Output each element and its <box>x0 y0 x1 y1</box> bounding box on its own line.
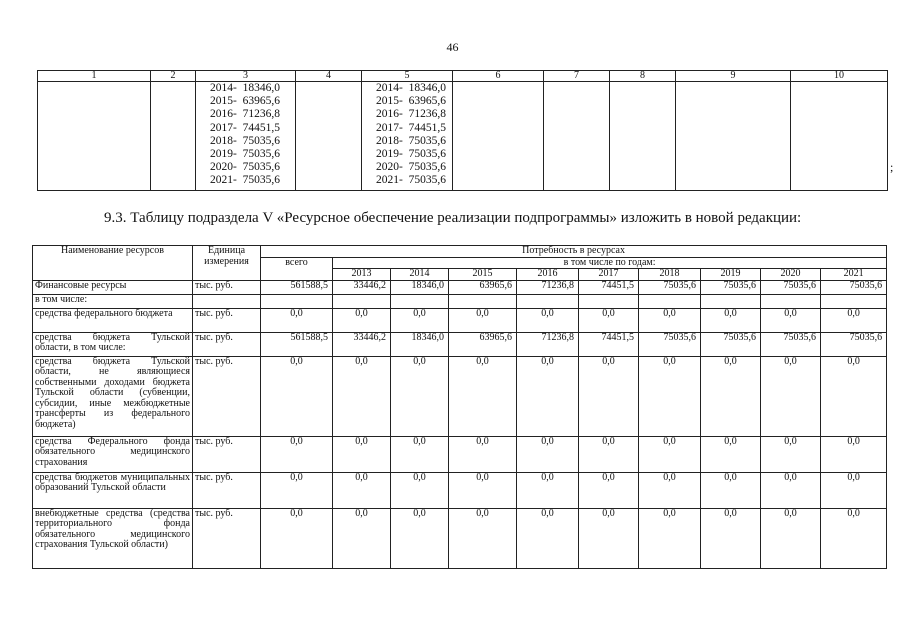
total-cell <box>261 294 333 308</box>
year-value-cell: 74451,5 <box>579 280 639 294</box>
year-amount-line: 2018- 75035,6 <box>376 134 446 147</box>
year-value-cell: 0,0 <box>701 308 761 332</box>
t1-header-6: 6 <box>453 71 544 82</box>
t1-cell-3 <box>196 82 296 191</box>
table-row <box>33 472 887 508</box>
t1-cell-1 <box>38 82 151 191</box>
year-value-cell: 0,0 <box>517 308 579 332</box>
year-amount-line: 2021- 75035,6 <box>376 174 446 187</box>
year-value-cell: 0,0 <box>761 508 821 568</box>
year-value-cell: 0,0 <box>639 356 701 436</box>
t1-header-7: 7 <box>544 71 610 82</box>
year-value-cell: 0,0 <box>449 472 517 508</box>
t1-header-9: 9 <box>676 71 791 82</box>
year-amount-line: 2020- 75035,6 <box>210 161 280 174</box>
head-year: 2019 <box>701 269 761 281</box>
year-value-cell: 75035,6 <box>761 332 821 356</box>
table-row <box>33 308 887 332</box>
year-value-cell: 0,0 <box>391 508 449 568</box>
year-value-cell: 71236,8 <box>517 280 579 294</box>
year-value-cell <box>761 294 821 308</box>
continuation-table <box>37 70 888 191</box>
year-value-cell <box>517 294 579 308</box>
page-number: 46 <box>446 40 459 54</box>
year-value-cell: 0,0 <box>391 436 449 472</box>
t1-header-10: 10 <box>791 71 888 82</box>
year-amount-line: 2017- 74451,5 <box>376 121 446 134</box>
t1-cell-9 <box>676 82 791 191</box>
head-year: 2017 <box>579 269 639 281</box>
resource-name: средства бюджета Тульской области, в том числе: <box>33 332 193 356</box>
year-amount-line: 2017- 74451,5 <box>210 121 280 134</box>
year-amount-line: 2018- 75035,6 <box>210 134 280 147</box>
year-value-cell: 0,0 <box>579 436 639 472</box>
year-amount-line: 2016- 71236,8 <box>210 108 280 121</box>
head-year: 2018 <box>639 269 701 281</box>
year-value-cell: 0,0 <box>761 308 821 332</box>
year-value-cell: 75035,6 <box>639 280 701 294</box>
t1-cell-7 <box>544 82 610 191</box>
year-value-cell: 0,0 <box>579 508 639 568</box>
total-cell: 561588,5 <box>261 280 333 294</box>
year-amount-line: 2015- 63965,6 <box>210 95 280 108</box>
t1-cell-4 <box>296 82 362 191</box>
t1-header-4: 4 <box>296 71 362 82</box>
resource-name: средства Федерального фонда обязательного медицинского страхования <box>33 436 193 472</box>
year-amount-line: 2019- 75035,6 <box>376 148 446 161</box>
year-value-cell: 0,0 <box>701 508 761 568</box>
year-value-cell <box>391 294 449 308</box>
year-value-cell: 0,0 <box>821 472 887 508</box>
year-value-cell: 75035,6 <box>761 280 821 294</box>
resource-name: средства бюджета Тульской области, не являющиеся собственными доходами бюджета Тульской области (субвенции, субсидии, иные межбюджетные трансферты из федерального бюджета) <box>33 356 193 436</box>
year-value-cell: 0,0 <box>391 472 449 508</box>
year-value-cell: 75035,6 <box>821 280 887 294</box>
year-value-cell: 0,0 <box>391 356 449 436</box>
head-year: 2015 <box>449 269 517 281</box>
t1-header-5: 5 <box>362 71 453 82</box>
year-value-cell: 0,0 <box>821 436 887 472</box>
table-row <box>33 294 887 308</box>
year-value-cell <box>701 294 761 308</box>
year-value-cell: 0,0 <box>333 436 391 472</box>
year-value-cell: 0,0 <box>701 472 761 508</box>
year-value-cell <box>333 294 391 308</box>
head-year: 2013 <box>333 269 391 281</box>
t1-cell-2 <box>151 82 196 191</box>
unit-cell <box>193 294 261 308</box>
table-row <box>33 508 887 568</box>
head-year: 2020 <box>761 269 821 281</box>
unit-cell: тыс. руб. <box>193 436 261 472</box>
unit-cell: тыс. руб. <box>193 508 261 568</box>
year-value-cell: 0,0 <box>333 308 391 332</box>
unit-cell: тыс. руб. <box>193 332 261 356</box>
unit-cell: тыс. руб. <box>193 356 261 436</box>
year-value-cell: 18346,0 <box>391 332 449 356</box>
year-value-cell: 71236,8 <box>517 332 579 356</box>
head-need: Потребность в ресурсах <box>261 246 887 258</box>
head-year: 2021 <box>821 269 887 281</box>
total-cell: 0,0 <box>261 436 333 472</box>
year-value-cell: 75035,6 <box>701 280 761 294</box>
table-row <box>33 356 887 436</box>
year-value-cell: 0,0 <box>579 356 639 436</box>
year-value-cell: 0,0 <box>517 472 579 508</box>
year-value-cell <box>639 294 701 308</box>
trailing-semicolon: ; <box>890 160 894 174</box>
year-value-cell: 0,0 <box>821 308 887 332</box>
year-amount-line: 2020- 75035,6 <box>376 161 446 174</box>
year-value-cell <box>821 294 887 308</box>
year-value-cell: 18346,0 <box>391 280 449 294</box>
table-row <box>33 280 887 294</box>
year-value-cell: 0,0 <box>639 508 701 568</box>
year-value-cell: 0,0 <box>821 508 887 568</box>
t1-header-2: 2 <box>151 71 196 82</box>
year-value-cell: 63965,6 <box>449 332 517 356</box>
year-value-cell: 0,0 <box>761 472 821 508</box>
year-value-cell: 0,0 <box>579 308 639 332</box>
year-value-cell: 0,0 <box>449 356 517 436</box>
total-cell: 561588,5 <box>261 332 333 356</box>
head-year: 2016 <box>517 269 579 281</box>
head-resource-name: Наименование ресурсов <box>33 246 193 281</box>
head-by-years: в том числе по годам: <box>333 257 887 269</box>
t1-header-3: 3 <box>196 71 296 82</box>
head-total: всего <box>261 257 333 280</box>
year-amount-line: 2014- 18346,0 <box>210 82 280 94</box>
year-value-cell: 0,0 <box>517 356 579 436</box>
unit-cell: тыс. руб. <box>193 472 261 508</box>
year-value-cell: 0,0 <box>761 436 821 472</box>
resource-name: Финансовые ресурсы <box>33 280 193 294</box>
year-value-cell: 0,0 <box>391 308 449 332</box>
year-value-cell <box>579 294 639 308</box>
t1-cell-5 <box>362 82 453 191</box>
resource-name: средства бюджетов муниципальных образований Тульской области <box>33 472 193 508</box>
year-value-cell: 33446,2 <box>333 332 391 356</box>
total-cell: 0,0 <box>261 308 333 332</box>
resource-name: внебюджетные средства (средства территориального фонда обязательного медицинского страхования Тульской области) <box>33 508 193 568</box>
year-value-cell: 74451,5 <box>579 332 639 356</box>
resource-name: в том числе: <box>33 294 193 308</box>
year-value-cell: 0,0 <box>449 436 517 472</box>
year-amount-line: 2019- 75035,6 <box>210 148 280 161</box>
year-value-cell: 0,0 <box>333 356 391 436</box>
year-value-cell: 0,0 <box>701 356 761 436</box>
total-cell: 0,0 <box>261 356 333 436</box>
year-value-cell: 0,0 <box>333 508 391 568</box>
year-value-cell: 0,0 <box>639 308 701 332</box>
year-amount-line: 2021- 75035,6 <box>210 174 280 187</box>
year-value-cell: 33446,2 <box>333 280 391 294</box>
section-heading: 9.3. Таблицу подраздела V «Ресурсное обеспечение реализации подпрограммы» изложить в новой редакции: <box>104 210 802 226</box>
year-value-cell: 0,0 <box>517 508 579 568</box>
table-row <box>33 436 887 472</box>
t1-cell-6 <box>453 82 544 191</box>
year-amount-line: 2014- 18346,0 <box>376 82 446 94</box>
year-value-cell: 63965,6 <box>449 280 517 294</box>
resource-name: средства федерального бюджета <box>33 308 193 332</box>
year-value-cell: 0,0 <box>639 472 701 508</box>
year-amount-line: 2016- 71236,8 <box>376 108 446 121</box>
year-value-cell: 75035,6 <box>639 332 701 356</box>
year-value-cell <box>449 294 517 308</box>
year-value-cell: 75035,6 <box>701 332 761 356</box>
table-row <box>33 332 887 356</box>
head-unit: Единица измерения <box>193 246 261 281</box>
total-cell: 0,0 <box>261 472 333 508</box>
year-value-cell: 0,0 <box>449 508 517 568</box>
year-value-cell: 0,0 <box>449 308 517 332</box>
t1-cell-8 <box>610 82 676 191</box>
head-year: 2014 <box>391 269 449 281</box>
unit-cell: тыс. руб. <box>193 280 261 294</box>
year-value-cell: 0,0 <box>517 436 579 472</box>
year-value-cell: 75035,6 <box>821 332 887 356</box>
t1-header-1: 1 <box>38 71 151 82</box>
year-value-cell: 0,0 <box>639 436 701 472</box>
unit-cell: тыс. руб. <box>193 308 261 332</box>
year-value-cell: 0,0 <box>821 356 887 436</box>
total-cell: 0,0 <box>261 508 333 568</box>
t1-header-8: 8 <box>610 71 676 82</box>
year-amount-line: 2015- 63965,6 <box>376 95 446 108</box>
year-value-cell: 0,0 <box>333 472 391 508</box>
year-value-cell: 0,0 <box>761 356 821 436</box>
resources-table <box>32 245 887 569</box>
year-value-cell: 0,0 <box>701 436 761 472</box>
t1-cell-10 <box>791 82 888 191</box>
year-value-cell: 0,0 <box>579 472 639 508</box>
